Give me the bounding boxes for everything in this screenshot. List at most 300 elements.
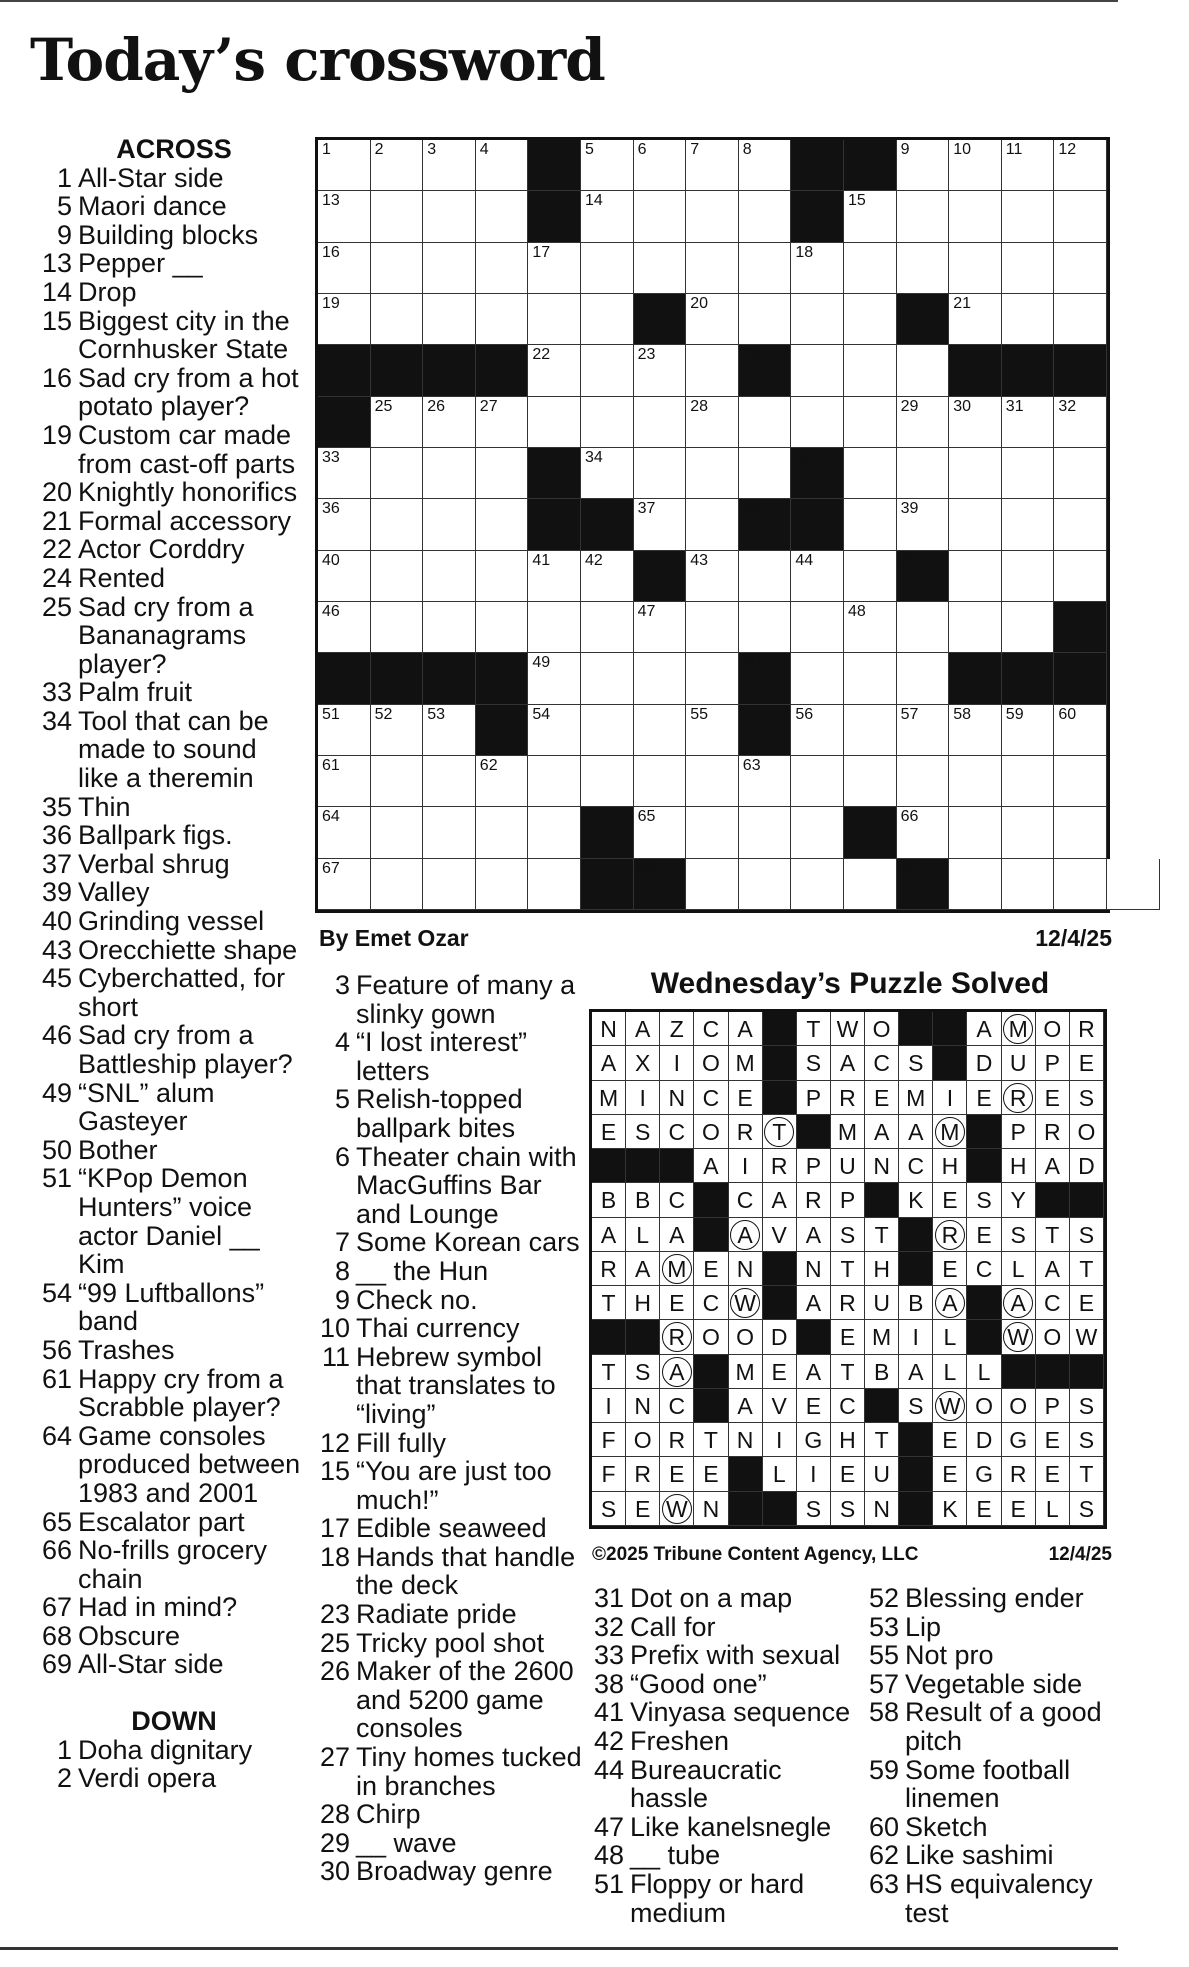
grid-cell[interactable] bbox=[318, 807, 371, 858]
clue-text: HS equivalency test bbox=[905, 1868, 1093, 1928]
grid-cell[interactable] bbox=[423, 294, 476, 345]
grid-cell[interactable] bbox=[634, 140, 687, 191]
grid-cell[interactable] bbox=[581, 756, 634, 807]
grid-cell[interactable] bbox=[1002, 191, 1055, 242]
grid-cell[interactable] bbox=[634, 397, 687, 448]
grid-cell[interactable] bbox=[476, 859, 529, 910]
grid-cell[interactable] bbox=[476, 140, 529, 191]
grid-cell[interactable] bbox=[949, 243, 1002, 294]
grid-cell[interactable] bbox=[949, 705, 1002, 756]
clue-across-col-1 bbox=[40, 164, 302, 193]
solution-cell bbox=[1070, 1149, 1104, 1183]
grid-cell[interactable] bbox=[476, 551, 529, 602]
grid-cell[interactable] bbox=[1054, 191, 1107, 242]
solution-cell bbox=[626, 1218, 660, 1252]
grid-cell[interactable] bbox=[581, 345, 634, 396]
grid-cell[interactable] bbox=[949, 448, 1002, 499]
byline: By Emet Ozar bbox=[319, 925, 469, 951]
cell-number: 12 bbox=[1058, 141, 1077, 158]
clue-number: 15 bbox=[41, 305, 72, 336]
grid-cell[interactable] bbox=[528, 602, 581, 653]
grid-cell[interactable] bbox=[476, 448, 529, 499]
grid-cell[interactable] bbox=[739, 243, 792, 294]
grid-cell[interactable] bbox=[581, 551, 634, 602]
solution-letter: A bbox=[805, 1221, 822, 1248]
grid-cell[interactable] bbox=[686, 499, 739, 550]
grid-cell[interactable] bbox=[476, 807, 529, 858]
grid-cell[interactable] bbox=[844, 499, 897, 550]
solution-cell bbox=[592, 1183, 626, 1217]
grid-cell[interactable] bbox=[686, 448, 739, 499]
grid-cell[interactable] bbox=[739, 551, 792, 602]
solution-black-square bbox=[899, 1252, 933, 1286]
grid-cell[interactable] bbox=[897, 653, 950, 704]
grid-cell[interactable] bbox=[581, 705, 634, 756]
solution-letter: T bbox=[874, 1221, 889, 1248]
grid-cell[interactable] bbox=[949, 807, 1002, 858]
circled-letter: W bbox=[1003, 1322, 1033, 1352]
grid-cell[interactable] bbox=[423, 551, 476, 602]
grid-cell[interactable] bbox=[844, 448, 897, 499]
grid-cell[interactable] bbox=[844, 602, 897, 653]
grid-cell[interactable] bbox=[686, 397, 739, 448]
grid-cell[interactable] bbox=[897, 756, 950, 807]
grid-cell[interactable] bbox=[686, 140, 739, 191]
grid-cell[interactable] bbox=[318, 191, 371, 242]
grid-cell[interactable] bbox=[1002, 602, 1055, 653]
cell-number: 42 bbox=[585, 551, 603, 569]
grid-cell[interactable] bbox=[318, 756, 371, 807]
clue-across-col-25 bbox=[40, 593, 302, 679]
grid-cell[interactable] bbox=[528, 551, 581, 602]
grid-cell[interactable] bbox=[318, 243, 371, 294]
clue-across-col-15 bbox=[40, 307, 302, 364]
cell-number: 39 bbox=[900, 500, 919, 518]
grid-cell[interactable] bbox=[739, 756, 792, 807]
grid-cell[interactable] bbox=[739, 294, 792, 345]
grid-cell[interactable] bbox=[1054, 499, 1107, 550]
grid-cell[interactable] bbox=[371, 705, 424, 756]
clue-across-col-37 bbox=[40, 850, 302, 879]
grid-cell[interactable] bbox=[1002, 756, 1055, 807]
solution-letter: I bbox=[605, 1392, 612, 1419]
grid-cell[interactable] bbox=[318, 551, 371, 602]
grid-cell[interactable] bbox=[1054, 140, 1107, 191]
grid-cell[interactable] bbox=[739, 448, 792, 499]
clue-text: Vinyasa sequence bbox=[630, 1697, 851, 1728]
grid-cell[interactable] bbox=[844, 756, 897, 807]
grid-cell[interactable] bbox=[897, 705, 950, 756]
black-square bbox=[634, 859, 687, 910]
grid-cell[interactable] bbox=[528, 705, 581, 756]
grid-cell[interactable] bbox=[1054, 243, 1107, 294]
grid-cell[interactable] bbox=[897, 602, 950, 653]
clue-down-col2-18 bbox=[318, 1543, 588, 1600]
grid-cell[interactable] bbox=[791, 859, 844, 910]
clue-number: 67 bbox=[41, 1592, 72, 1623]
solution-cell bbox=[1002, 1492, 1036, 1526]
solution-black-square bbox=[933, 1012, 967, 1046]
grid-cell[interactable] bbox=[423, 705, 476, 756]
grid-cell[interactable] bbox=[476, 243, 529, 294]
grid-cell[interactable] bbox=[423, 499, 476, 550]
clue-text: Like sashimi bbox=[905, 1840, 1054, 1871]
grid-cell[interactable] bbox=[634, 448, 687, 499]
solution-cell bbox=[899, 1286, 933, 1320]
clue-text: Verbal shrug bbox=[78, 848, 230, 879]
grid-cell[interactable] bbox=[581, 140, 634, 191]
clue-across-col-45 bbox=[40, 964, 302, 1021]
grid-cell[interactable] bbox=[791, 551, 844, 602]
clue-number: 65 bbox=[41, 1506, 72, 1537]
clue-text: Chirp bbox=[356, 1799, 421, 1830]
grid-cell[interactable] bbox=[897, 448, 950, 499]
clue-text: Happy cry from a Scrabble player? bbox=[78, 1363, 284, 1423]
cell-number: 10 bbox=[953, 141, 971, 158]
grid-cell[interactable] bbox=[1002, 243, 1055, 294]
clue-across-col-16 bbox=[40, 364, 302, 421]
grid-cell[interactable] bbox=[528, 243, 581, 294]
cell-number: 60 bbox=[1058, 705, 1077, 723]
grid-cell[interactable] bbox=[949, 140, 1002, 191]
grid-cell[interactable] bbox=[686, 551, 739, 602]
grid-cell[interactable] bbox=[949, 294, 1002, 345]
solution-cell bbox=[797, 1081, 831, 1115]
solution-letter: P bbox=[1044, 1392, 1060, 1419]
solution-black-square bbox=[899, 1423, 933, 1457]
grid-cell[interactable] bbox=[949, 756, 1002, 807]
solution-letter: S bbox=[635, 1118, 651, 1145]
grid-cell[interactable] bbox=[897, 191, 950, 242]
grid-cell[interactable] bbox=[318, 602, 371, 653]
grid-cell[interactable] bbox=[686, 859, 739, 910]
grid-cell[interactable] bbox=[476, 397, 529, 448]
grid-cell[interactable] bbox=[318, 448, 371, 499]
grid-cell[interactable] bbox=[686, 705, 739, 756]
grid-cell[interactable] bbox=[949, 191, 1002, 242]
grid-cell[interactable] bbox=[528, 653, 581, 704]
grid-cell[interactable] bbox=[791, 807, 844, 858]
solution-letter: R bbox=[668, 1427, 686, 1454]
grid-cell[interactable] bbox=[1002, 807, 1055, 858]
grid-cell[interactable] bbox=[897, 243, 950, 294]
grid-cell[interactable] bbox=[1054, 859, 1107, 910]
grid-cell[interactable] bbox=[686, 345, 739, 396]
grid-cell[interactable] bbox=[423, 140, 476, 191]
clue-across-col-66 bbox=[40, 1536, 302, 1593]
grid-cell[interactable] bbox=[371, 140, 424, 191]
grid-cell[interactable] bbox=[528, 294, 581, 345]
grid-cell[interactable] bbox=[634, 807, 687, 858]
grid-cell[interactable] bbox=[1002, 397, 1055, 448]
grid-cell[interactable] bbox=[581, 191, 634, 242]
clue-down-col3-44 bbox=[592, 1756, 854, 1813]
solution-letter: E bbox=[737, 1084, 753, 1111]
grid-cell[interactable] bbox=[581, 243, 634, 294]
grid-cell[interactable] bbox=[897, 807, 950, 858]
grid-cell[interactable] bbox=[476, 294, 529, 345]
solution-cell bbox=[763, 1423, 797, 1457]
solution-letter: O bbox=[1077, 1118, 1096, 1145]
grid-cell[interactable] bbox=[318, 499, 371, 550]
grid-cell[interactable] bbox=[371, 294, 424, 345]
grid-cell[interactable] bbox=[1002, 705, 1055, 756]
grid-cell[interactable] bbox=[949, 551, 1002, 602]
grid-cell[interactable] bbox=[634, 756, 687, 807]
clue-text: Sad cry from a Battleship player? bbox=[78, 1020, 293, 1079]
grid-cell[interactable] bbox=[791, 345, 844, 396]
grid-cell[interactable] bbox=[1002, 499, 1055, 550]
solution-letter: I bbox=[639, 1084, 646, 1111]
grid-cell[interactable] bbox=[686, 191, 739, 242]
grid-cell[interactable] bbox=[634, 653, 687, 704]
clue-text: Edible seaweed bbox=[356, 1513, 547, 1544]
solution-cell bbox=[1036, 1423, 1070, 1457]
grid-cell[interactable] bbox=[1054, 807, 1107, 858]
grid-cell[interactable] bbox=[318, 294, 371, 345]
grid-cell[interactable] bbox=[1054, 551, 1107, 602]
solution-letter: A bbox=[669, 1221, 685, 1248]
grid-cell[interactable] bbox=[844, 191, 897, 242]
black-square bbox=[634, 294, 687, 345]
grid-cell[interactable] bbox=[371, 551, 424, 602]
cell-number: 52 bbox=[374, 705, 393, 723]
grid-cell[interactable] bbox=[949, 499, 1002, 550]
grid-cell[interactable] bbox=[844, 243, 897, 294]
grid-cell[interactable] bbox=[897, 345, 950, 396]
solution-letter: C bbox=[1043, 1290, 1061, 1317]
grid-cell[interactable] bbox=[371, 859, 424, 910]
grid-cell[interactable] bbox=[739, 602, 792, 653]
grid-cell[interactable] bbox=[371, 602, 424, 653]
grid-cell[interactable] bbox=[528, 756, 581, 807]
grid-cell[interactable] bbox=[1054, 294, 1107, 345]
grid-cell[interactable] bbox=[476, 191, 529, 242]
solution-letter: T bbox=[601, 1290, 616, 1317]
solution-letter: W bbox=[1075, 1324, 1098, 1351]
grid-cell[interactable] bbox=[634, 705, 687, 756]
solution-cell bbox=[660, 1081, 694, 1115]
solution-letter: P bbox=[1010, 1118, 1026, 1145]
solution-letter: I bbox=[810, 1461, 817, 1488]
grid-cell[interactable] bbox=[791, 397, 844, 448]
grid-cell[interactable] bbox=[844, 705, 897, 756]
solution-cell bbox=[865, 1286, 899, 1320]
grid-cell[interactable] bbox=[581, 653, 634, 704]
clue-text: “You are just too much!” bbox=[356, 1456, 552, 1515]
circled-letter: M bbox=[662, 1254, 692, 1284]
grid-cell[interactable] bbox=[949, 859, 1002, 910]
grid-cell[interactable] bbox=[1002, 551, 1055, 602]
grid-cell[interactable] bbox=[423, 807, 476, 858]
grid-cell[interactable] bbox=[897, 397, 950, 448]
grid-cell[interactable] bbox=[1002, 140, 1055, 191]
grid-cell[interactable] bbox=[844, 345, 897, 396]
solution-black-square bbox=[967, 1286, 1001, 1320]
grid-cell[interactable] bbox=[791, 602, 844, 653]
grid-cell[interactable] bbox=[739, 397, 792, 448]
solution-letter: S bbox=[1078, 1427, 1095, 1454]
grid-cell[interactable] bbox=[423, 397, 476, 448]
grid-cell[interactable] bbox=[791, 756, 844, 807]
grid-cell[interactable] bbox=[739, 807, 792, 858]
grid-cell[interactable] bbox=[423, 602, 476, 653]
grid-cell[interactable] bbox=[318, 859, 371, 910]
solution-cell bbox=[660, 1115, 694, 1149]
grid-cell[interactable] bbox=[844, 859, 897, 910]
grid-cell[interactable] bbox=[686, 294, 739, 345]
circled-letter: A bbox=[730, 1220, 760, 1250]
clue-text: Floppy or hard medium bbox=[630, 1868, 805, 1928]
solution-cell bbox=[933, 1115, 967, 1149]
solution-letter: R bbox=[600, 1255, 617, 1282]
clue-number: 27 bbox=[319, 1742, 350, 1773]
grid-cell[interactable] bbox=[371, 499, 424, 550]
grid-cell[interactable] bbox=[844, 653, 897, 704]
grid-cell[interactable] bbox=[1002, 294, 1055, 345]
grid-cell[interactable] bbox=[528, 397, 581, 448]
grid-cell[interactable] bbox=[739, 140, 792, 191]
clue-text: Some football linemen bbox=[905, 1754, 1071, 1814]
grid-cell[interactable] bbox=[1054, 705, 1107, 756]
solution-black-square bbox=[797, 1320, 831, 1354]
grid-cell[interactable] bbox=[476, 756, 529, 807]
grid-cell[interactable] bbox=[581, 602, 634, 653]
clue-number: 41 bbox=[593, 1697, 624, 1728]
solution-cell bbox=[865, 1081, 899, 1115]
solution-letter: C bbox=[975, 1255, 993, 1282]
black-square bbox=[476, 653, 529, 704]
grid-cell[interactable] bbox=[371, 191, 424, 242]
grid-cell[interactable] bbox=[791, 294, 844, 345]
grid-cell[interactable] bbox=[791, 653, 844, 704]
grid-cell[interactable] bbox=[686, 653, 739, 704]
solution-letter: H bbox=[839, 1427, 856, 1454]
grid-cell[interactable] bbox=[844, 294, 897, 345]
grid-cell[interactable] bbox=[1107, 859, 1160, 910]
solution-letter: I bbox=[673, 1050, 681, 1077]
grid-cell[interactable] bbox=[423, 756, 476, 807]
grid-cell[interactable] bbox=[739, 859, 792, 910]
solution-cell bbox=[1002, 1252, 1036, 1286]
clue-down-col2-5 bbox=[318, 1085, 588, 1142]
grid-cell[interactable] bbox=[634, 499, 687, 550]
grid-cell[interactable] bbox=[791, 243, 844, 294]
grid-cell[interactable] bbox=[581, 448, 634, 499]
solution-cell bbox=[1070, 1423, 1104, 1457]
cell-number: 6 bbox=[637, 141, 647, 158]
cell-number: 41 bbox=[532, 551, 551, 569]
solution-letter: E bbox=[942, 1255, 958, 1282]
clue-text: Lip bbox=[905, 1611, 942, 1642]
solution-letter: R bbox=[839, 1290, 856, 1317]
grid-cell[interactable] bbox=[844, 551, 897, 602]
grid-cell[interactable] bbox=[1002, 859, 1055, 910]
clue-text: __ tube bbox=[630, 1840, 721, 1871]
solution-letter: L bbox=[1045, 1495, 1059, 1522]
solution-letter: S bbox=[1010, 1221, 1026, 1248]
grid-cell[interactable] bbox=[581, 294, 634, 345]
solution-black-square bbox=[967, 1115, 1001, 1149]
solution-cell bbox=[1036, 1012, 1070, 1046]
grid-cell[interactable] bbox=[318, 705, 371, 756]
solution-letter: G bbox=[975, 1461, 993, 1488]
grid-cell[interactable] bbox=[686, 602, 739, 653]
clue-number: 1 bbox=[56, 162, 72, 193]
grid-cell[interactable] bbox=[739, 191, 792, 242]
grid-cell[interactable] bbox=[371, 448, 424, 499]
grid-cell[interactable] bbox=[371, 756, 424, 807]
black-square bbox=[318, 653, 371, 704]
black-square bbox=[739, 345, 792, 396]
grid-cell[interactable] bbox=[476, 602, 529, 653]
grid-cell[interactable] bbox=[423, 859, 476, 910]
crossword-grid[interactable] bbox=[315, 137, 1110, 913]
cell-number: 36 bbox=[322, 500, 340, 518]
black-square bbox=[528, 140, 581, 191]
solution-letter: O bbox=[736, 1324, 755, 1351]
solution-black-square bbox=[694, 1355, 728, 1389]
grid-cell[interactable] bbox=[949, 397, 1002, 448]
grid-cell[interactable] bbox=[634, 602, 687, 653]
grid-cell[interactable] bbox=[1054, 397, 1107, 448]
grid-cell[interactable] bbox=[1054, 448, 1107, 499]
circled-letter: A bbox=[1003, 1288, 1033, 1318]
grid-cell[interactable] bbox=[686, 756, 739, 807]
solution-cell bbox=[729, 1149, 763, 1183]
clue-down-col4-63 bbox=[867, 1870, 1107, 1927]
grid-cell[interactable] bbox=[318, 140, 371, 191]
grid-cell[interactable] bbox=[897, 499, 950, 550]
grid-cell[interactable] bbox=[634, 345, 687, 396]
grid-cell[interactable] bbox=[686, 807, 739, 858]
grid-cell[interactable] bbox=[528, 807, 581, 858]
clue-number: 6 bbox=[334, 1141, 350, 1172]
grid-cell[interactable] bbox=[844, 397, 897, 448]
clue-across-col-50 bbox=[40, 1136, 302, 1165]
grid-cell[interactable] bbox=[791, 705, 844, 756]
grid-cell[interactable] bbox=[371, 243, 424, 294]
grid-cell[interactable] bbox=[371, 397, 424, 448]
grid-cell[interactable] bbox=[423, 448, 476, 499]
grid-cell[interactable] bbox=[1054, 756, 1107, 807]
solution-letter: N bbox=[805, 1255, 822, 1282]
solution-letter: O bbox=[872, 1016, 891, 1042]
grid-cell[interactable] bbox=[528, 345, 581, 396]
grid-cell[interactable] bbox=[949, 602, 1002, 653]
grid-cell[interactable] bbox=[897, 140, 950, 191]
solution-letter: E bbox=[1044, 1084, 1060, 1111]
solution-cell bbox=[626, 1046, 660, 1080]
solution-black-square bbox=[899, 1012, 933, 1046]
grid-cell[interactable] bbox=[634, 191, 687, 242]
grid-cell[interactable] bbox=[476, 499, 529, 550]
solution-cell bbox=[1036, 1149, 1070, 1183]
black-square bbox=[476, 705, 529, 756]
grid-cell[interactable] bbox=[686, 243, 739, 294]
black-square bbox=[528, 448, 581, 499]
grid-cell[interactable] bbox=[581, 397, 634, 448]
grid-cell[interactable] bbox=[423, 243, 476, 294]
grid-cell[interactable] bbox=[371, 807, 424, 858]
grid-cell[interactable] bbox=[634, 243, 687, 294]
grid-cell[interactable] bbox=[1002, 448, 1055, 499]
grid-cell[interactable] bbox=[423, 191, 476, 242]
solution-cell bbox=[763, 1355, 797, 1389]
clue-number: 20 bbox=[41, 477, 72, 508]
solution-cell bbox=[1070, 1457, 1104, 1491]
grid-cell[interactable] bbox=[528, 859, 581, 910]
